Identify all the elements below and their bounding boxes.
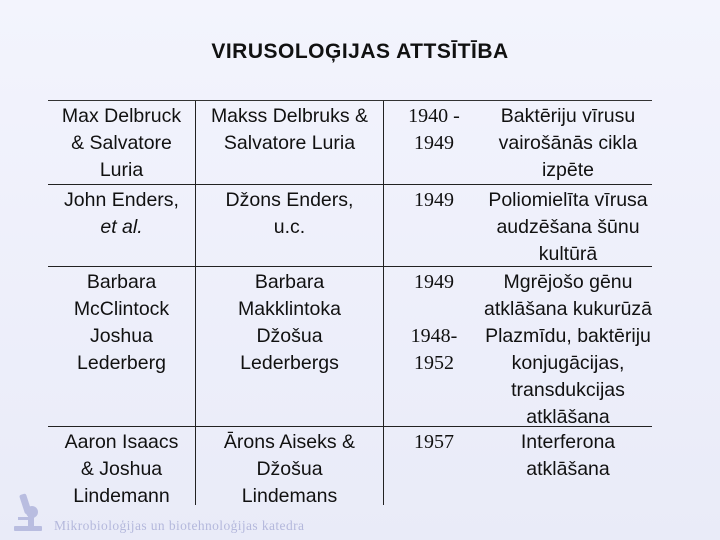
text-line: Baktēriju vīrusu	[500, 105, 636, 127]
text-line: Lederbergs	[240, 352, 339, 374]
table-row	[48, 267, 652, 427]
table-row	[48, 185, 652, 267]
text-line: Salvatore Luria	[223, 132, 356, 154]
text-line: Interferona	[520, 431, 616, 453]
text-line: konjugācijas,	[511, 352, 625, 374]
text-line: Plazmīdu, baktēriju	[485, 325, 651, 347]
scientist-name-cell	[48, 101, 196, 184]
year-cell	[384, 185, 484, 266]
text-line: Lindemann	[73, 485, 170, 507]
year-cell	[384, 101, 484, 184]
text-line: Barbara	[86, 271, 157, 293]
text-line: 1957	[414, 431, 454, 453]
text-line: et al.	[100, 216, 143, 238]
discovery-cell	[484, 267, 652, 426]
text-line: Džons Enders,	[225, 189, 354, 211]
scientist-name-cell	[48, 185, 196, 266]
text-line: Joshua	[90, 325, 153, 347]
latvian-name-cell	[196, 101, 384, 184]
discovery-cell	[484, 427, 652, 505]
latvian-name-cell	[196, 267, 384, 426]
text-line: John Enders,	[64, 189, 179, 211]
text-line: 1949	[414, 189, 454, 211]
text-line: atklāšana	[526, 406, 610, 428]
department-label: Mikrobioloģijas un biotehnoloģijas katedra	[54, 518, 305, 533]
text-line: Poliomielīta vīrusa	[488, 189, 648, 211]
text-line: atklāšana	[526, 458, 610, 480]
page-title: VIRUSOLOĢIJAS ATTSĪTĪBA	[211, 40, 509, 63]
discovery-cell	[484, 101, 652, 184]
text-line: McClintock	[73, 298, 170, 320]
text-line: atklāšana kukurūzā	[484, 298, 653, 320]
text-line: 1952	[414, 352, 454, 374]
text-line: Lederberg	[77, 352, 166, 374]
text-line: audzēšana šūnu	[496, 216, 640, 238]
microscope-icon	[8, 490, 48, 536]
text-line: Makklintoka	[238, 298, 341, 320]
text-line: transdukcijas	[511, 379, 625, 401]
text-line: Lindemans	[241, 485, 338, 507]
text-line: 1949	[414, 271, 454, 293]
text-line: Mgrējošo gēnu	[503, 271, 633, 293]
history-table	[48, 100, 652, 505]
year-cell	[384, 267, 484, 426]
text-line: kultūrā	[538, 243, 598, 265]
text-line: u.c.	[273, 216, 306, 238]
discovery-cell	[484, 185, 652, 266]
text-line: Ārons Aiseks &	[223, 431, 356, 453]
latvian-name-cell	[196, 185, 384, 266]
text-line: 1940 -	[408, 105, 460, 127]
text-line: 1949	[414, 132, 454, 154]
text-line: Makss Delbruks &	[210, 105, 369, 127]
text-line: Džošua	[256, 458, 323, 480]
text-line: Džošua	[256, 325, 323, 347]
table-row	[48, 101, 652, 185]
scientist-name-cell	[48, 267, 196, 426]
text-line: izpēte	[541, 159, 595, 181]
text-line: & Joshua	[80, 458, 163, 480]
text-line: Aaron Isaacs	[64, 431, 179, 453]
footer	[8, 490, 408, 536]
text-line: Barbara	[254, 271, 325, 293]
text-line: & Salvatore	[71, 132, 172, 154]
text-line: Luria	[99, 159, 144, 181]
text-line: vairošānās cikla	[498, 132, 638, 154]
text-line: Max Delbruck	[61, 105, 182, 127]
text-line: 1948-	[410, 325, 458, 347]
